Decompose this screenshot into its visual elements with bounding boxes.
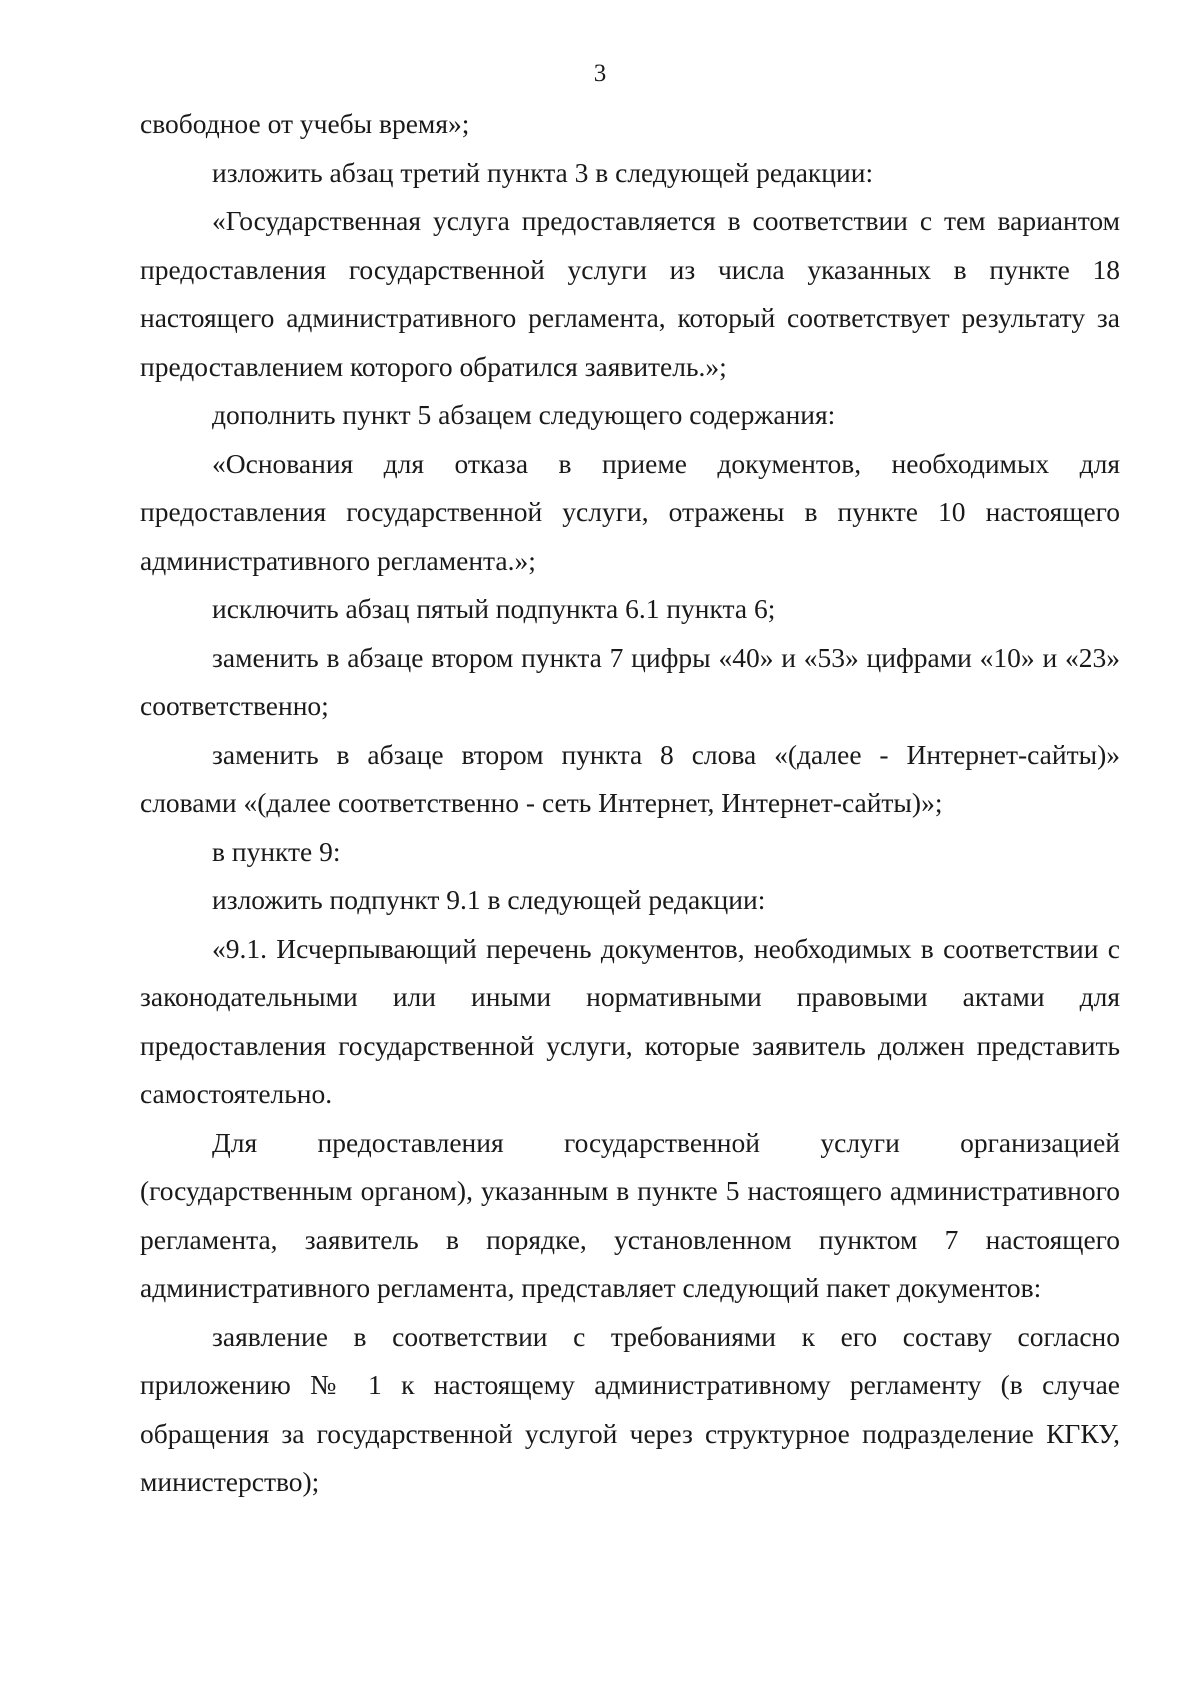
paragraph: «Государственная услуга предоставляется в соответствии с тем вариантом предоставления государственной услуги из числа указанных в пункте 18 настоящего административного регламента, который соответствует результату за предоставлением которого обратился заявитель.»; xyxy=(140,205,1120,382)
paragraph: Для предоставления государственной услуги организацией (государственным органом), указанным в пункте 5 настоящего административного регламента, заявитель в порядке, установленном пунктом 7 настоящего административного регламента, представляет следующий пакет документов: xyxy=(140,1126,1120,1303)
paragraph: дополнить пункт 5 абзацем следующего содержания: xyxy=(212,399,836,430)
paragraph: изложить абзац третий пункта 3 в следующей редакции: xyxy=(212,156,874,188)
paragraph: заявление в соответствии с требованиями к его составу согласно приложению № 1 к настоящему административному регламенту (в случае обращения за государственной услугой через структурное подразделение КГКУ, министерство); xyxy=(140,1320,1120,1497)
paragraph: изложить подпункт 9.1 в следующей редакции: xyxy=(212,884,766,915)
paragraph: «9.1. Исчерпывающий перечень документов, необходимых в соответствии с законодательными или иными нормативными правовыми актами для предоставления государственной услуги, которые заявитель должен представить самостоятельно. xyxy=(140,932,1120,1109)
paragraph-continuation: свободное от учебы время»; xyxy=(140,108,470,139)
paragraph: исключить абзац пятый подпункта 6.1 пункта 6; xyxy=(212,593,776,624)
paragraph: заменить в абзаце втором пункта 7 цифры «40» и «53» цифрами «10» и «23» соответственно; xyxy=(140,641,1120,721)
paragraph: заменить в абзаце втором пункта 8 слова «(далее - Интернет-сайты)» словами «(далее соответственно - сеть Интернет, Интернет-сайты)»; xyxy=(140,738,1120,818)
paragraph: «Основания для отказа в приеме документов, необходимых для предоставления государственной услуги, отражены в пункте 10 настоящего административного регламента.»; xyxy=(140,447,1120,576)
page-number: 3 xyxy=(593,60,607,87)
document-body xyxy=(140,100,1120,1507)
paragraph: в пункте 9: xyxy=(212,835,341,867)
